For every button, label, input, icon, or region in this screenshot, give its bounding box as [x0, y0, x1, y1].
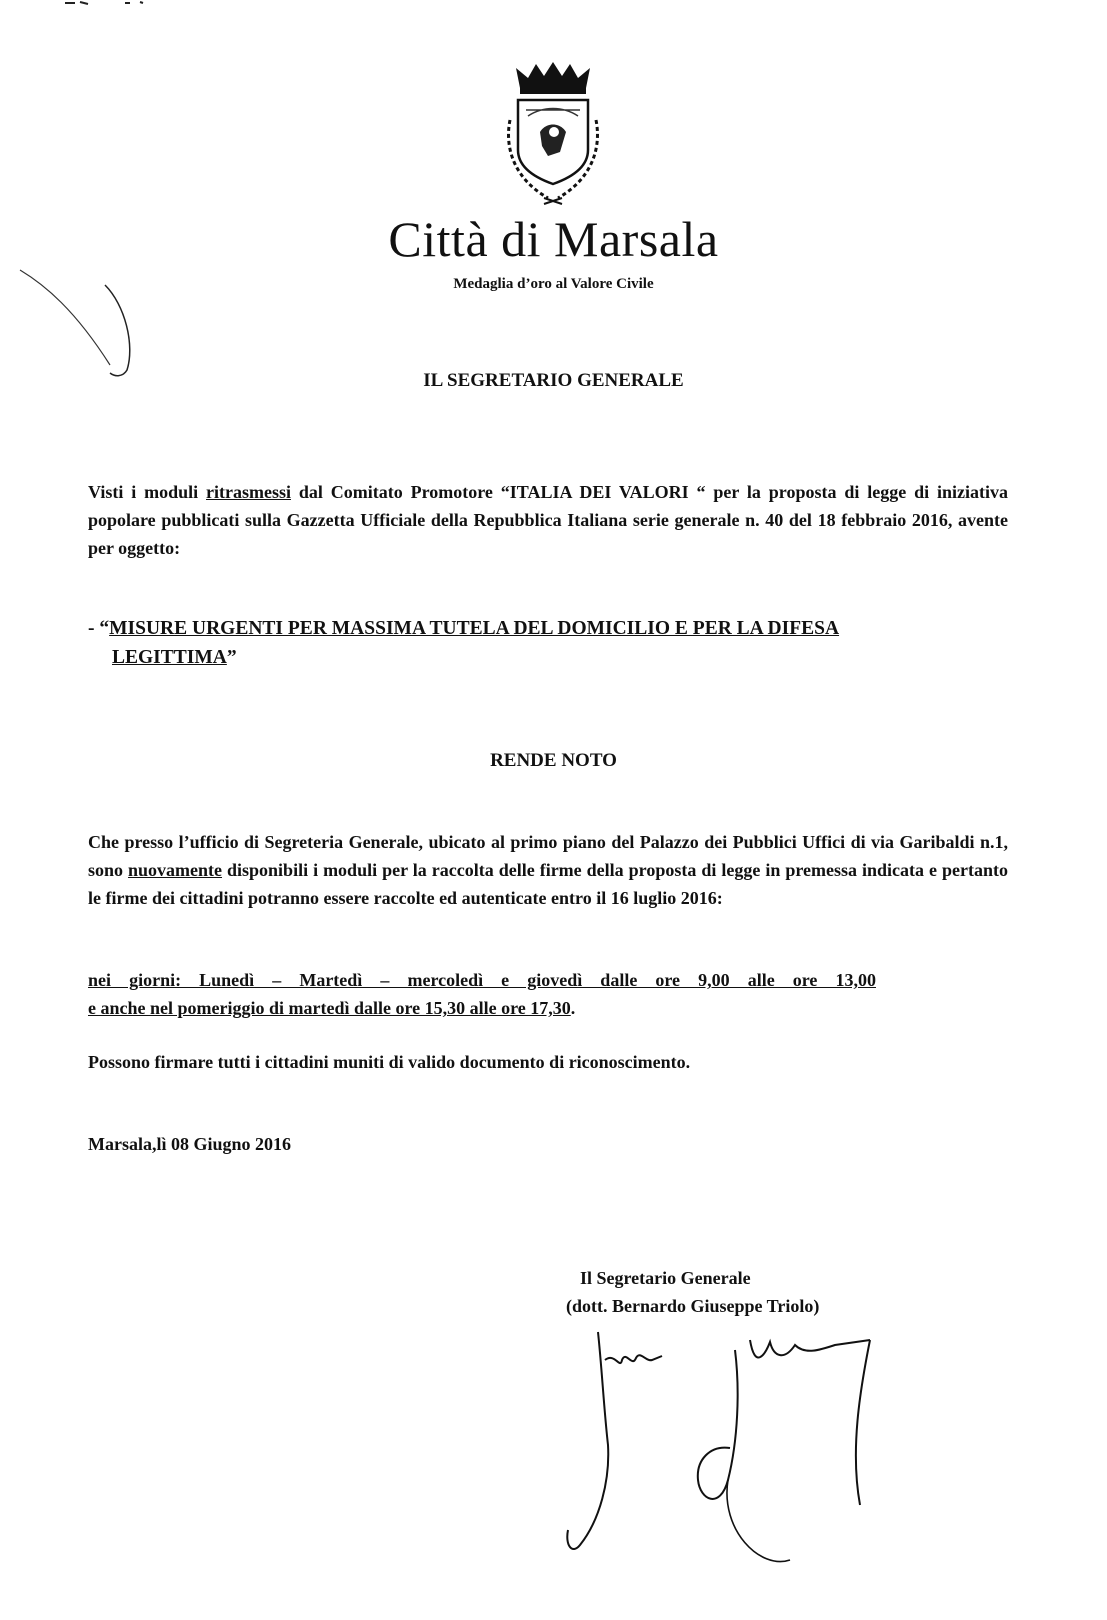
schedule-block-2	[88, 994, 738, 1022]
schedule-block	[88, 966, 876, 994]
intro-text-2: dal Comitato Promotore “ITALIA DEI VALORI “ per la proposta di legge di iniziativa popolare pubblicati sulla Gazzetta Ufficiale della Repubblica Italiana serie generale n. 40 del 18 febbraio 2016, avente per oggetto:	[88, 482, 1008, 558]
schedule-line-2: e anche nel pomeriggio di martedì dalle ore 15,30 alle ore 17,30	[88, 998, 571, 1018]
intro-text-1: Visti i moduli	[88, 482, 206, 502]
office-title: IL SEGRETARIO GENERALE	[423, 370, 684, 391]
signatory-title: Il Segretario Generale	[580, 1268, 751, 1288]
municipal-crest-icon	[498, 60, 608, 210]
schedule-line-1: nei giorni: Lunedì – Martedì – mercoledì e giovedì dalle ore 9,00 alle ore 13,00	[88, 970, 876, 990]
schedule-line-2-end: .	[570, 998, 576, 1018]
subject-prefix: - “	[88, 618, 110, 639]
signatory-name: (dott. Bernardo Giuseppe Triolo)	[566, 1296, 820, 1316]
signatory-block	[566, 1264, 820, 1320]
notice-paragraph	[88, 828, 1008, 912]
notice-text-2: disponibili i moduli per la raccolta delle firme della proposta di legge in premessa indicata e pertanto le firme dei cittadini potranno essere raccolte ed autenticate entro il 16 luglio 2016:	[88, 860, 1008, 908]
intro-underlined: ritrasmessi	[206, 482, 291, 502]
scan-mark	[30, 0, 150, 12]
intro-paragraph	[88, 478, 1008, 562]
city-name: Città di Marsala	[388, 211, 719, 267]
notice-underlined: nuovamente	[128, 860, 223, 880]
handwritten-signature	[560, 1330, 900, 1580]
subject-title-line2: LEGITTIMA	[112, 647, 227, 668]
subject-title-line1: MISURE URGENTI PER MASSIMA TUTELA DEL DOMICILIO E PER LA DIFESA	[109, 618, 840, 639]
subject-item	[88, 614, 1018, 672]
subject-suffix: ”	[226, 647, 237, 668]
notice-text-1: Che presso l’ufficio di Segreteria Generale, ubicato al primo piano del Palazzo dei Pubblici Uffici di via Garibaldi n.1, sono	[88, 832, 1008, 880]
date-line: Marsala,lì 08 Giugno 2016	[88, 1134, 292, 1154]
eligibility-note: Possono firmare tutti i cittadini muniti di valido documento di riconoscimento.	[88, 1052, 691, 1072]
city-subtitle: Medaglia d’oro al Valore Civile	[453, 276, 654, 292]
notice-heading: RENDE NOTO	[490, 750, 617, 771]
